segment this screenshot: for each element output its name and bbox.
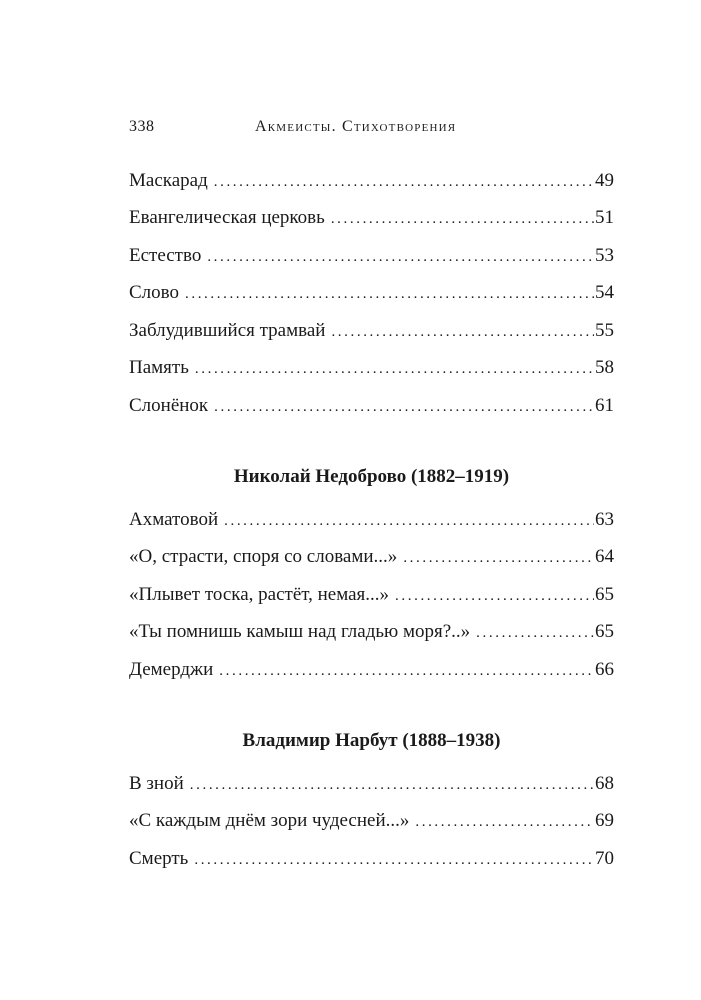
dot-leader	[195, 361, 594, 378]
dot-leader	[476, 625, 594, 642]
toc-entry-title: Евангелическая церковь	[129, 207, 325, 228]
toc-entry-title: Демерджи	[129, 659, 214, 680]
dot-leader	[214, 174, 594, 191]
toc-entry-page: 51	[595, 207, 614, 228]
toc-entry-title: «Ты помнишь камыш над гладью моря?..»	[129, 621, 471, 642]
toc-entry-title: Слово	[129, 282, 179, 303]
toc-entry-title: Смерть	[129, 848, 189, 869]
dot-leader	[224, 513, 594, 530]
toc-entry-title: Ахматовой	[129, 509, 219, 530]
toc-entry-page: 53	[595, 245, 614, 266]
section-heading: Николай Недоброво (1882–1919)	[233, 466, 510, 487]
page-header	[129, 118, 614, 142]
toc-entry	[129, 659, 614, 687]
toc-entry	[129, 546, 614, 574]
toc-entry	[129, 773, 614, 801]
dot-leader	[207, 249, 594, 266]
dot-leader	[403, 550, 594, 567]
page-number: 338	[129, 118, 155, 135]
dot-leader	[415, 814, 594, 831]
toc-entry-page: 66	[595, 659, 614, 680]
toc-entry-page: 65	[595, 584, 614, 605]
toc-entry-page: 49	[595, 170, 614, 191]
dot-leader	[219, 663, 594, 680]
toc-entry-title: Заблудившийся трамвай	[129, 320, 326, 341]
toc-entry-title: В зной	[129, 773, 184, 794]
dot-leader	[395, 588, 594, 605]
toc-entry-page: 54	[595, 282, 614, 303]
toc-entry	[129, 584, 614, 612]
toc-entry	[129, 207, 614, 235]
toc-entry-page: 61	[595, 395, 614, 416]
toc-entry-page: 69	[595, 810, 614, 831]
dot-leader	[190, 777, 594, 794]
toc-entry-page: 58	[595, 357, 614, 378]
toc-entry	[129, 320, 614, 348]
toc-entry-title: «С каждым днём зори чудесней...»	[129, 810, 410, 831]
toc-entry-title: «О, страсти, споря со словами...»	[129, 546, 398, 567]
toc-entry-page: 70	[595, 848, 614, 869]
toc-entry-title: Маскарад	[129, 170, 208, 191]
toc-entry	[129, 395, 614, 423]
toc-entry-title: Слонёнок	[129, 395, 209, 416]
section-heading: Владимир Нарбут (1888–1938)	[242, 730, 501, 751]
toc-entry	[129, 848, 614, 876]
toc-entry	[129, 245, 614, 273]
toc-entry	[129, 621, 614, 649]
toc-entry-page: 63	[595, 509, 614, 530]
toc-entry-page: 68	[595, 773, 614, 794]
dot-leader	[185, 286, 594, 303]
toc-entry	[129, 509, 614, 537]
toc-entry-title: Память	[129, 357, 189, 378]
toc-entry-title: Естество	[129, 245, 202, 266]
toc-entry-page: 55	[595, 320, 614, 341]
toc-entry-page: 64	[595, 546, 614, 567]
dot-leader	[331, 211, 594, 228]
running-title: Акмеисты. Стихотворения	[255, 118, 457, 135]
toc-entry	[129, 282, 614, 310]
dot-leader	[194, 852, 594, 869]
toc-entry	[129, 170, 614, 198]
toc-entry-page: 65	[595, 621, 614, 642]
toc-entry	[129, 357, 614, 385]
toc-entry-title: «Плывет тоска, растёт, немая...»	[129, 584, 390, 605]
dot-leader	[331, 324, 594, 341]
dot-leader	[214, 399, 594, 416]
toc-entry	[129, 810, 614, 838]
